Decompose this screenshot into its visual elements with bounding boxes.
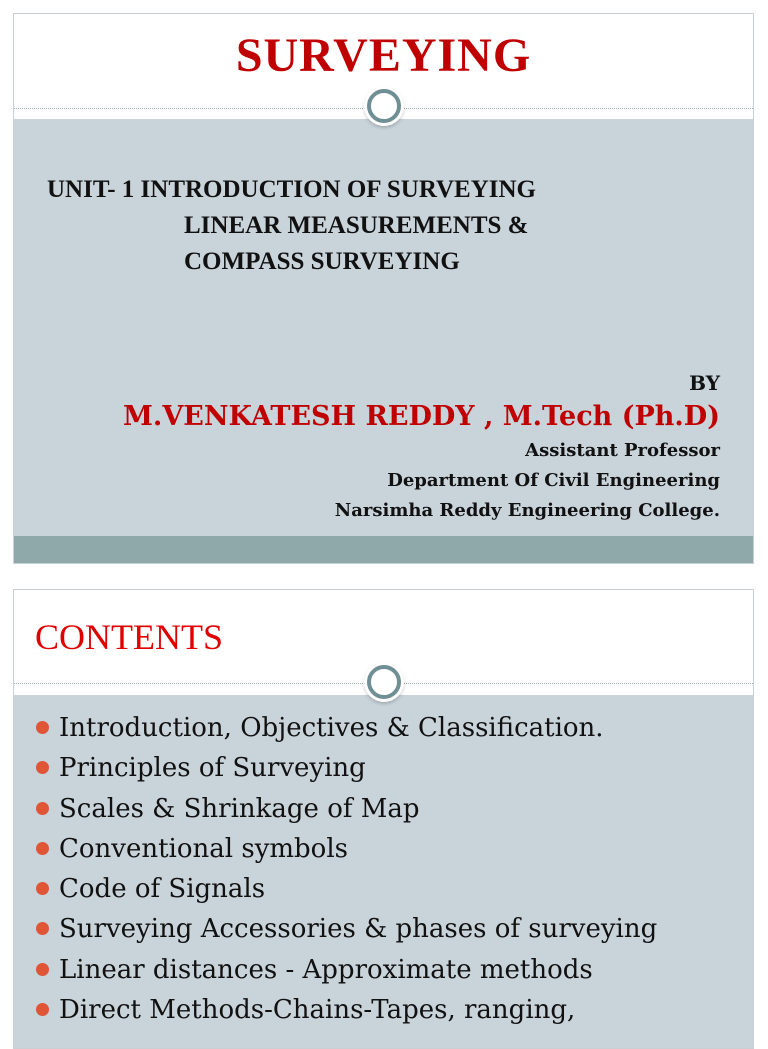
list-item [36,789,657,829]
unit-line-2: LINEAR MEASUREMENTS & [184,212,529,239]
author-block [123,368,720,526]
list-item [36,708,657,748]
list-item [36,748,657,788]
list-item-text: Surveying Accessories & phases of surveying [59,914,658,945]
author-name: M.VENKATESH REDDY , M.Tech (Ph.D) [123,401,720,432]
list-item-text: Direct Methods-Chains-Tapes, ranging, [59,995,576,1026]
list-item [36,909,657,949]
author-designation: Assistant Professor [525,440,720,461]
contents-list [36,708,657,1030]
slide-title: CONTENTS [35,617,223,657]
author-college: Narsimha Reddy Engineering College. [334,500,720,521]
unit-line-3: COMPASS SURVEYING [184,248,460,275]
circle-ornament-icon [367,665,401,699]
title-slide [13,13,754,564]
list-item-text: Code of Signals [59,874,266,905]
circle-ornament-icon [367,89,401,123]
slide-title: SURVEYING [235,29,532,82]
bullet-icon [36,761,49,774]
slide-footer-bar [14,536,753,563]
author-department: Department Of Civil Engineering [387,470,720,491]
by-label: BY [689,371,720,395]
list-item-text: Scales & Shrinkage of Map [59,793,420,824]
list-item [36,990,657,1030]
unit-line-1: UNIT- 1 INTRODUCTION OF SURVEYING [47,176,537,203]
bullet-icon [36,721,49,734]
list-item [36,950,657,990]
list-item [36,869,657,909]
bullet-icon [36,802,49,815]
bullet-icon [36,882,49,895]
bullet-icon [36,922,49,935]
list-item-text: Principles of Surveying [59,753,366,784]
unit-title [47,172,536,280]
bullet-icon [36,1003,49,1016]
list-item [36,829,657,869]
bullet-icon [36,963,49,976]
list-item-text: Introduction, Objectives & Classification. [59,713,604,743]
list-item-text: Linear distances - Approximate methods [59,954,593,985]
contents-slide [13,589,754,1049]
list-item-text: Conventional symbols [59,833,348,864]
bullet-icon [36,842,49,855]
